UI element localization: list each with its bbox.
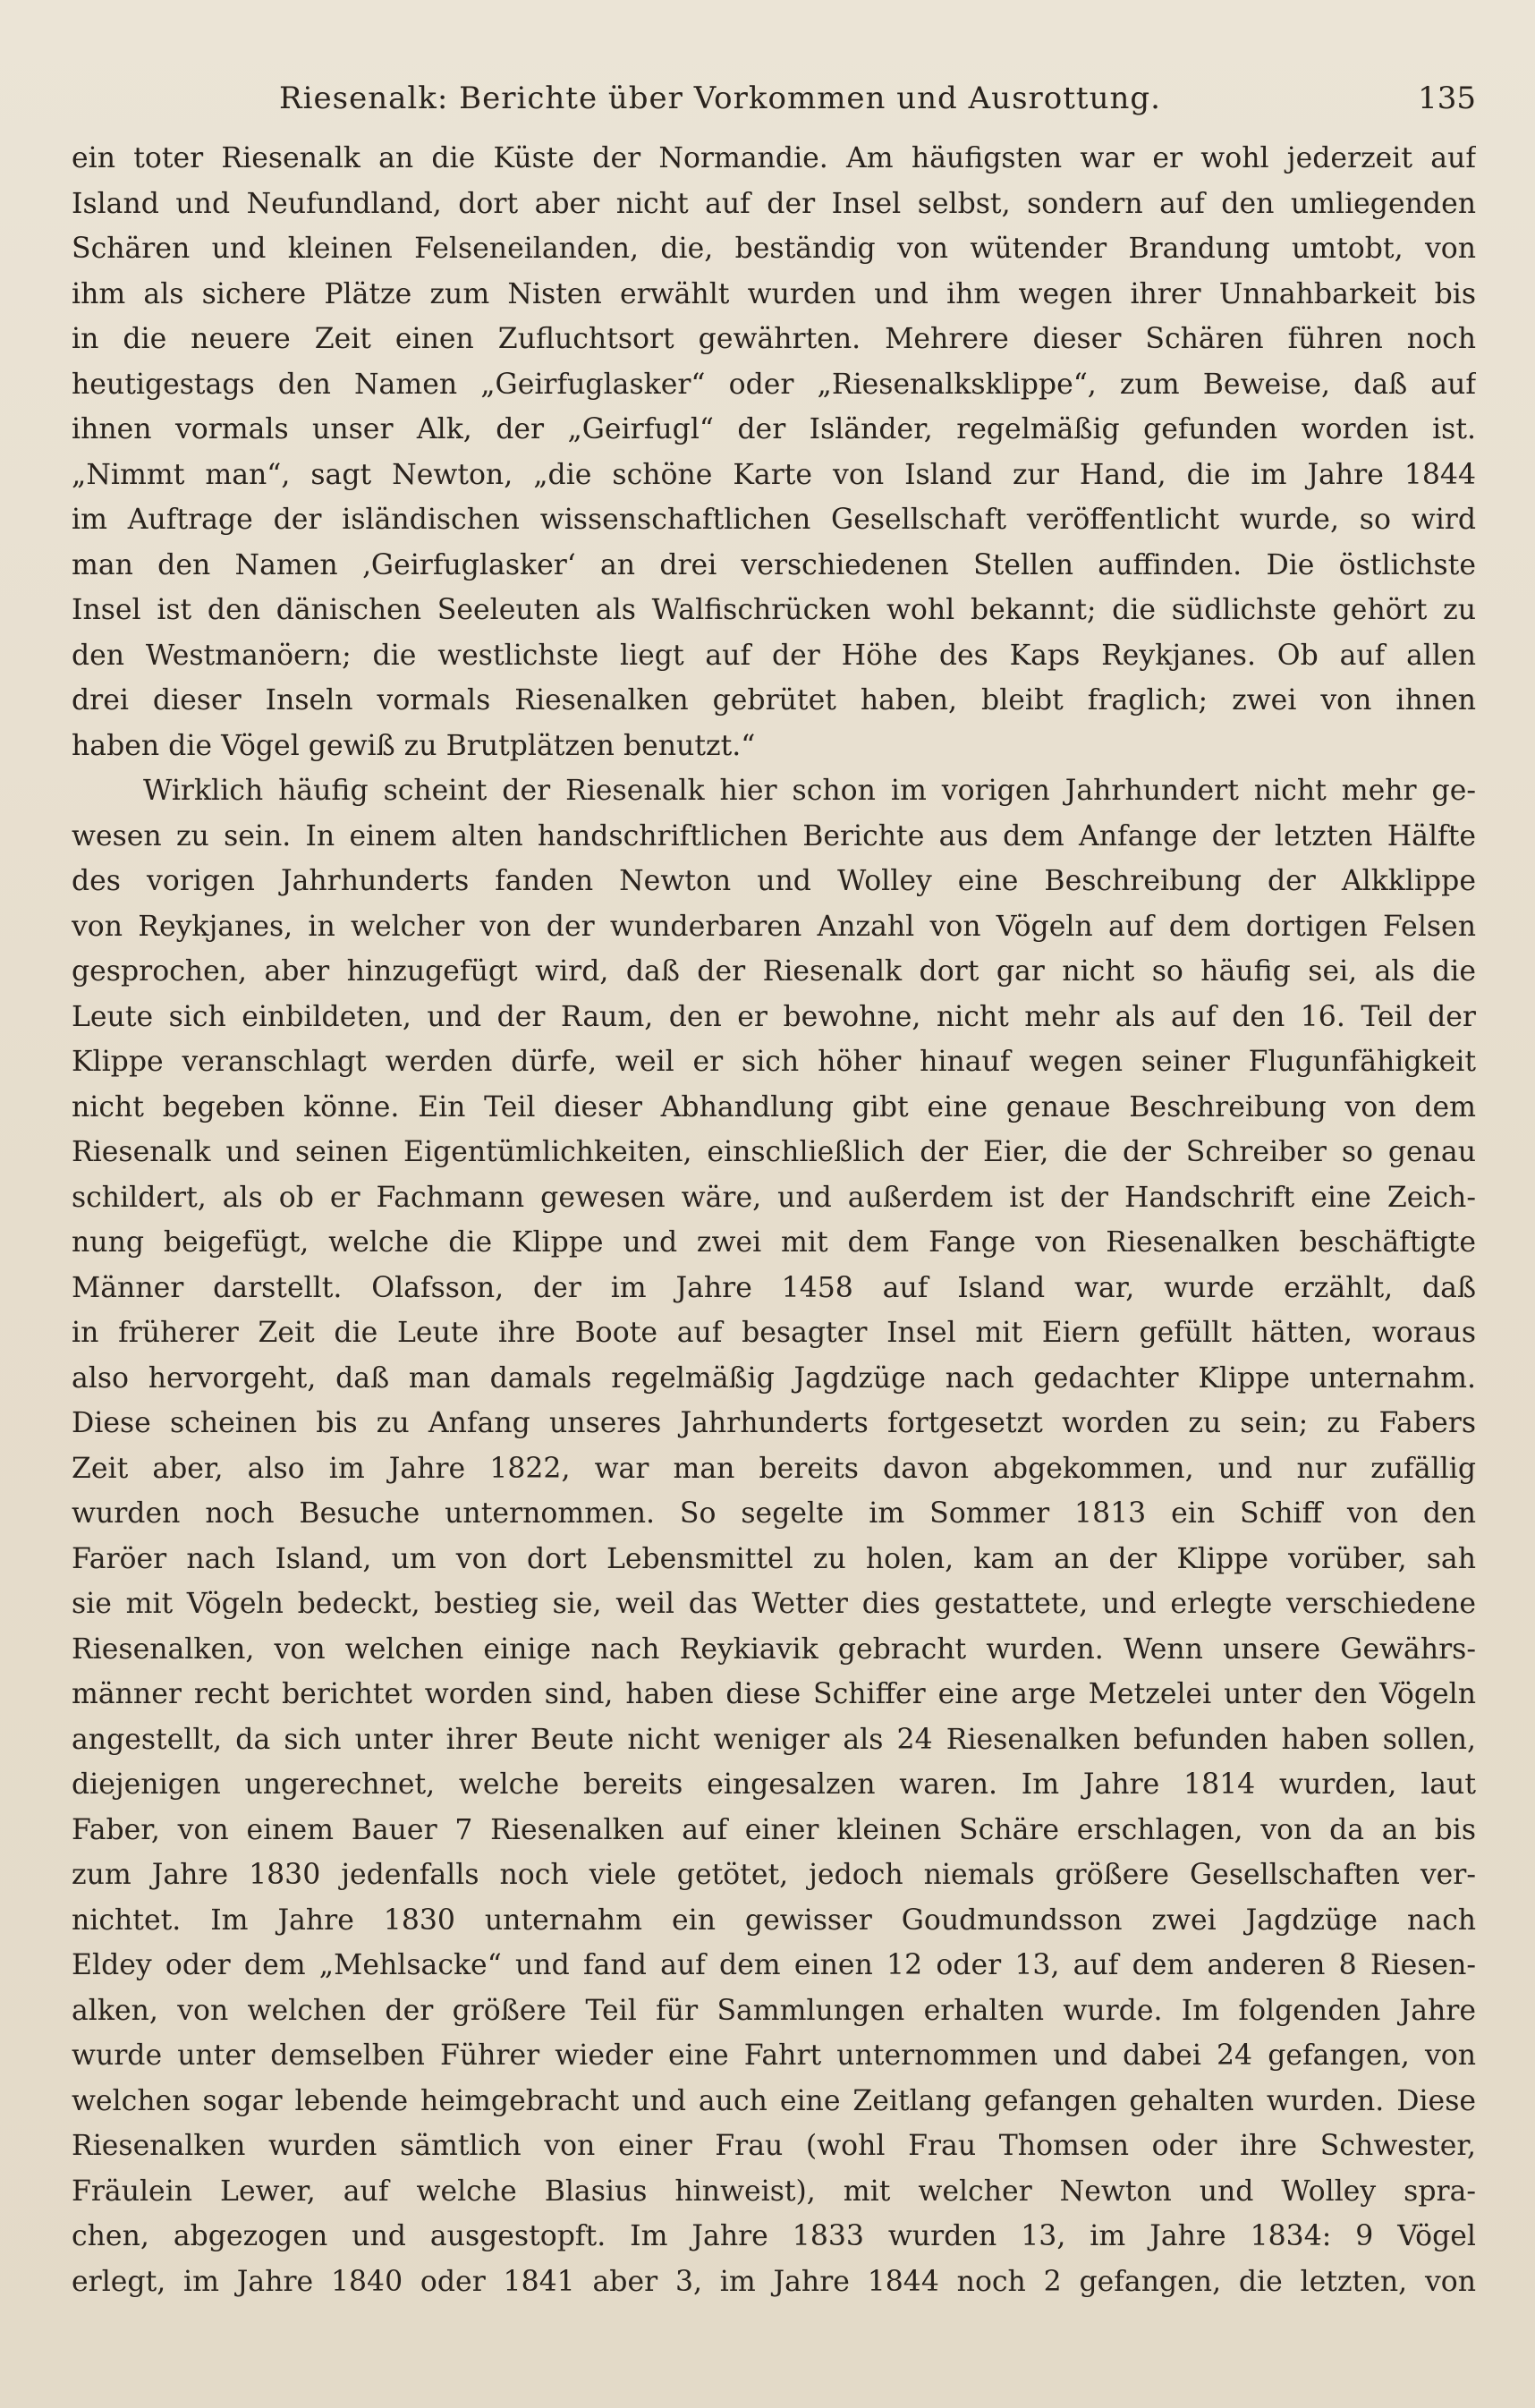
text-line: welchen sogar lebende heimgebracht und auch eine Zeitlang gefangen gehalten wurden. Diese [72,2084,1476,2117]
text-line: Eldey oder dem „Mehlsacke“ und fand auf dem einen 12 oder 13, auf dem anderen 8 Riesen- [72,1949,1476,1981]
text-line: man den Namen ‚Geirfuglasker‘ an drei verschiedenen Stellen auffinden. Die östlichste [72,548,1476,581]
body-text [72,136,1476,2304]
text-line: den Westmanöern; die westlichste liegt auf der Höhe des Kaps Reykjanes. Ob auf allen [72,639,1476,672]
text-line: zum Jahre 1830 jedenfalls noch viele getötet, jedoch niemals größere Gesellschaften ver- [72,1859,1476,1891]
text-line: schildert, als ob er Fachmann gewesen wäre, und außerdem ist der Handschrift eine Zeich- [72,1181,1476,1214]
text-line: Klippe veranschlagt werden dürfe, weil er sich höher hinauf wegen seiner Flugunfähigkeit [72,1046,1476,1078]
text-line: Fräulein Lewer, auf welche Blasius hinweist), mit welcher Newton und Wolley spra- [72,2175,1476,2208]
text-line: Island und Neufundland, dort aber nicht auf der Insel selbst, sondern auf den umliegenden [72,187,1476,220]
text-line: Insel ist den dänischen Seeleuten als Walfischrücken wohl bekannt; die südlichste gehört zu [72,594,1476,626]
text-line: ihm als sichere Plätze zum Nisten erwählt wurden und ihm wegen ihrer Unnahbarkeit bis [72,277,1476,310]
text-line: diejenigen ungerechnet, welche bereits eingesalzen waren. Im Jahre 1814 wurden, laut [72,1768,1476,1801]
text-line: gesprochen, aber hinzugefügt wird, daß der Riesenalk dort gar nicht so häufig sei, als die [72,955,1476,988]
paragraph-end-line: haben die Vögel gewiß zu Brutplätzen benutzt.“ [72,729,756,762]
page-header [72,72,1476,125]
text-line: Faröer nach Island, um von dort Lebensmittel zu holen, kam an der Klippe vorüber, sah [72,1542,1476,1575]
text-line: des vorigen Jahrhunderts fanden Newton und Wolley eine Beschreibung der Alkklippe [72,865,1476,897]
text-line: erlegt, im Jahre 1840 oder 1841 aber 3, im Jahre 1844 noch 2 gefangen, die letzten, von [72,2265,1476,2298]
text-line: wesen zu sein. In einem alten handschriftlichen Berichte aus dem Anfange der letzten Hälfte [72,819,1476,852]
text-line: sie mit Vögeln bedeckt, bestieg sie, weil das Wetter dies gestattete, und erlegte verschiedene [72,1588,1476,1620]
text-line: Leute sich einbildeten, und der Raum, den er bewohne, nicht mehr als auf den 16. Teil der [72,1000,1476,1033]
text-line: alken, von welchen der größere Teil für Sammlungen erhalten wurde. Im folgenden Jahre [72,1994,1476,2027]
text-line: nung beigefügt, welche die Klippe und zwei mit dem Fange von Riesenalken beschäftigte [72,1226,1476,1259]
text-line: ein toter Riesenalk an die Küste der Normandie. Am häufigsten war er wohl jederzeit auf [72,142,1476,174]
text-line: „Nimmt man“, sagt Newton, „die schöne Karte von Island zur Hand, die im Jahre 1844 [72,458,1476,491]
text-line: im Auftrage der isländischen wissenschaftlichen Gesellschaft veröffentlicht wurde, so wird [72,504,1476,536]
text-line: Männer darstellt. Olafsson, der im Jahre 1458 auf Island war, wurde erzählt, daß [72,1271,1476,1304]
text-line: in die neuere Zeit einen Zufluchtsort gewährten. Mehrere dieser Schären führen noch [72,323,1476,355]
text-line: Faber, von einem Bauer 7 Riesenalken auf einer kleinen Schäre erschlagen, von da an bis [72,1813,1476,1846]
page-number: 135 [1418,81,1476,116]
text-line: von Reykjanes, in welcher von der wunderbaren Anzahl von Vögeln auf dem dortigen Felsen [72,910,1476,943]
text-line: drei dieser Inseln vormals Riesenalken gebrütet haben, bleibt fraglich; zwei von ihnen [72,684,1476,716]
running-title: Riesenalk: Berichte über Vorkommen und Ausrottung. [279,81,1161,116]
text-line: nicht begeben könne. Ein Teil dieser Abhandlung gibt eine genaue Beschreibung von dem [72,1090,1476,1123]
text-line: wurde unter demselben Führer wieder eine Fahrt unternommen und dabei 24 gefangen, von [72,2039,1476,2072]
paragraph-start-line: Wirklich häufig scheint der Riesenalk hier schon im vorigen Jahrhundert nicht mehr ge- [143,775,1476,807]
text-line: angestellt, da sich unter ihrer Beute nicht weniger als 24 Riesenalken befunden haben sollen, [72,1723,1476,1756]
text-line: Diese scheinen bis zu Anfang unseres Jahrhunderts fortgesetzt worden zu sein; zu Fabers [72,1407,1476,1439]
text-line: Schären und kleinen Felseneilanden, die, beständig von wütender Brandung umtobt, von [72,233,1476,265]
text-line: ihnen vormals unser Alk, der „Geirfugl“ der Isländer, regelmäßig gefunden worden ist. [72,413,1476,445]
text-line: Riesenalk und seinen Eigentümlichkeiten, einschließlich der Eier, die der Schreiber so genau [72,1136,1476,1168]
text-line: heutigestags den Namen „Geirfuglasker“ oder „Riesenalksklippe“, zum Beweise, daß auf [72,368,1476,401]
text-line: Zeit aber, also im Jahre 1822, war man bereits davon abgekommen, und nur zufällig [72,1452,1476,1485]
text-line: in früherer Zeit die Leute ihre Boote auf besagter Insel mit Eiern gefüllt hätten, woraus [72,1317,1476,1349]
text-line: Riesenalken, von welchen einige nach Reykiavik gebracht wurden. Wenn unsere Gewährs- [72,1632,1476,1666]
text-line: nichtet. Im Jahre 1830 unternahm ein gewisser Goudmundsson zwei Jagdzüge nach [72,1904,1476,1937]
text-line: also hervorgeht, daß man damals regelmäßig Jagdzüge nach gedachter Klippe unternahm. [72,1361,1476,1395]
text-line: chen, abgezogen und ausgestopft. Im Jahre 1833 wurden 13, im Jahre 1834: 9 Vögel [72,2220,1476,2252]
text-line: wurden noch Besuche unternommen. So segelte im Sommer 1813 ein Schiff von den [72,1497,1476,1530]
text-line: Riesenalken wurden sämtlich von einer Frau (wohl Frau Thomsen oder ihre Schwester, [72,2130,1476,2162]
text-line: männer recht berichtet worden sind, haben diese Schiffer eine arge Metzelei unter den Vögeln [72,1678,1476,1710]
